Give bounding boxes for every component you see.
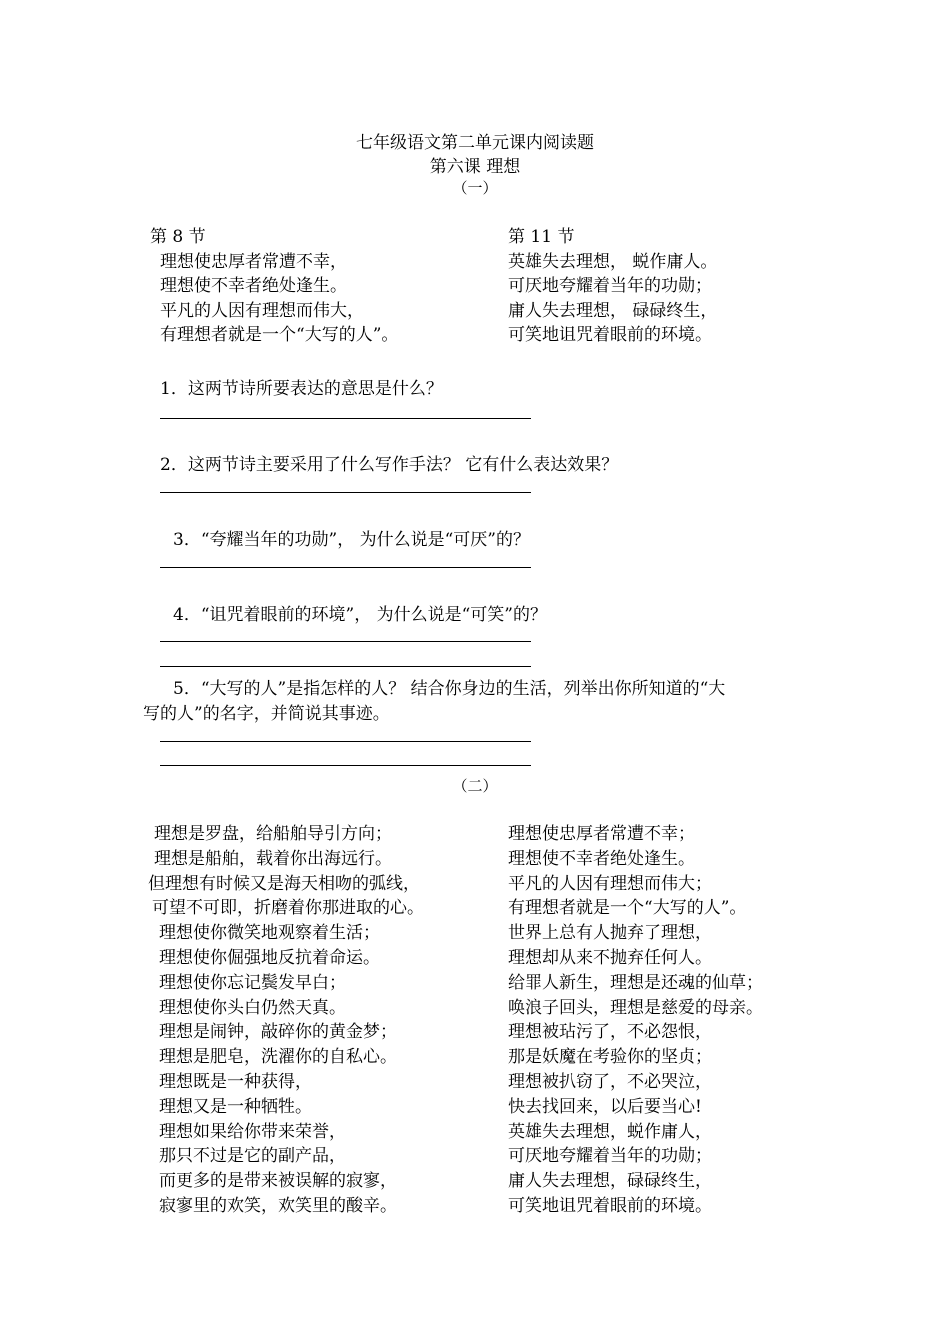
part-two-label: （二） (452, 777, 498, 795)
poem-right-column (508, 822, 763, 1219)
poem-line: 理想使忠厚者常遭不幸； (508, 824, 695, 844)
lesson-title: 第六课 理想 (429, 157, 521, 177)
poem-line: 给罪人新生，理想是还魂的仙草； (508, 972, 763, 993)
poem-line: 可厌地夸耀着当年的功勋； (508, 276, 712, 297)
poem-line: 理想使忠厚者常遭不幸， (160, 251, 347, 272)
poem-line: 理想使你忘记鬓发早白； (159, 972, 346, 993)
poem-line: 理想使不幸者绝处逢生。 (508, 848, 695, 869)
question-5-continued: 写的人”的名字，并简说其事迹。 (143, 704, 390, 724)
poem-line: 有理想者就是一个“大写的人”。 (160, 325, 399, 346)
poem-line: 英雄失去理想，蜕作庸人， (508, 1121, 712, 1142)
poem-line: 理想使你微笑地观察着生活； (159, 923, 380, 944)
poem-line: 平凡的人因有理想而伟大； (508, 873, 712, 894)
poem-line: 理想又是一种牺牲。 (159, 1096, 312, 1117)
answer-line (160, 741, 531, 742)
poem-section-11 (508, 225, 717, 348)
poem-line: 理想使不幸者绝处逢生。 (160, 276, 347, 297)
poem-line: 理想如果给你带来荣誉， (159, 1121, 346, 1142)
poem-line: 有理想者就是一个“大写的人”。 (508, 898, 747, 919)
answer-line (160, 567, 531, 568)
poem-line: 英雄失去理想， 蜕作庸人。 (508, 251, 718, 272)
poem-line: 但理想有时候又是海天相吻的弧线， (148, 873, 420, 894)
part-one-label: （一） (452, 179, 498, 197)
section-11-heading: 第 11 节 (508, 227, 575, 247)
poem-line: 寂寥里的欢笑，欢笑里的酸辛。 (159, 1195, 397, 1216)
question-2: 2．这两节诗主要采用了什么写作手法？ 它有什么表达效果？ (160, 455, 619, 475)
poem-line: 庸人失去理想，碌碌终生， (508, 1171, 712, 1192)
poem-line: 理想却从来不抛弃任何人。 (508, 947, 712, 968)
document-title: 七年级语文第二单元课内阅读题 (356, 133, 594, 153)
poem-line: 理想是肥皂，洗濯你的自私心。 (159, 1047, 397, 1068)
question-4: 4．“诅咒着眼前的环境”， 为什么说是“可笑”的？ (173, 605, 547, 625)
poem-line: 理想是闹钟，敲碎你的黄金梦； (159, 1022, 397, 1043)
answer-line (160, 641, 531, 642)
poem-line: 可笑地诅咒着眼前的环境。 (508, 325, 712, 346)
poem-line: 可厌地夸耀着当年的功勋； (508, 1146, 712, 1167)
answer-line (160, 666, 531, 667)
question-1: 1．这两节诗所要表达的意思是什么？ (160, 379, 443, 399)
poem-line: 庸人失去理想， 碌碌终生， (508, 300, 718, 321)
poem-line: 而更多的是带来被误解的寂寥， (159, 1171, 397, 1192)
poem-line: 理想是船舶，载着你出海远行。 (154, 848, 392, 869)
poem-line: 可望不可即，折磨着你那进取的心。 (152, 898, 424, 919)
question-5: 5．“大写的人”是指怎样的人？ 结合你身边的生活，列举出你所知道的“大 (173, 679, 726, 699)
poem-line: 理想被玷污了，不必怨恨， (508, 1022, 712, 1043)
question-3: 3．“夸耀当年的功勋”， 为什么说是“可厌”的？ (173, 530, 530, 550)
poem-line: 理想使你头白仍然天真。 (159, 997, 346, 1018)
poem-line: 平凡的人因有理想而伟大， (160, 300, 364, 321)
answer-line (160, 765, 531, 766)
poem-line: 那是妖魔在考验你的坚贞； (508, 1047, 712, 1068)
poem-line: 理想是罗盘，给船舶导引方向； (154, 824, 392, 844)
poem-left-column (148, 822, 424, 1219)
poem-section-8 (150, 225, 398, 348)
poem-line: 那只不过是它的副产品， (159, 1146, 346, 1167)
section-8-heading: 第 8 节 (150, 227, 206, 247)
poem-line: 理想被扒窃了，不必哭泣， (508, 1071, 712, 1092)
poem-line: 理想既是一种获得， (159, 1071, 312, 1092)
poem-line: 理想使你倔强地反抗着命运。 (159, 947, 380, 968)
answer-line (160, 492, 531, 493)
poem-line: 快去找回来，以后要当心! (508, 1096, 702, 1117)
answer-line (160, 418, 531, 419)
poem-line: 可笑地诅咒着眼前的环境。 (508, 1195, 712, 1216)
poem-line: 唤浪子回头，理想是慈爱的母亲。 (508, 997, 763, 1018)
poem-line: 世界上总有人抛弃了理想， (508, 923, 712, 944)
